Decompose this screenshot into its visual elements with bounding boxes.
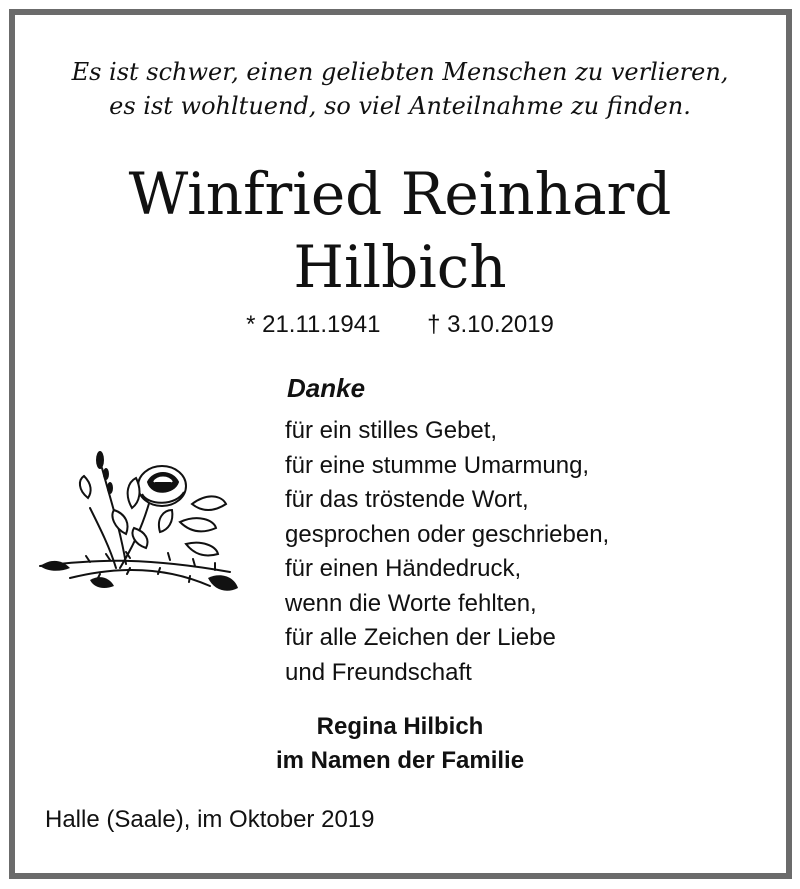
- deceased-name-line-2: Hilbich: [293, 233, 507, 301]
- poem-line: für ein stilles Gebet,: [285, 417, 498, 444]
- place-and-date: Halle (Saale), im Oktober 2019: [45, 806, 375, 833]
- poem-line: für einen Händedruck,: [285, 555, 522, 582]
- rose-icon: [30, 448, 252, 606]
- death-date: † 3.10.2019: [427, 311, 554, 338]
- motto-line-1: Es ist schwer, einen geliebten Menschen zu verlieren,: [71, 58, 729, 86]
- deceased-name-line-1: Winfried Reinhard: [128, 160, 672, 228]
- birth-date: * 21.11.1941: [246, 311, 381, 338]
- poem-line: gesprochen oder geschrieben,: [285, 520, 610, 548]
- signature-family: im Namen der Familie: [275, 747, 525, 774]
- thanks-title: Danke: [287, 373, 366, 403]
- poem-line: für alle Zeichen der Liebe: [285, 624, 556, 651]
- poem-line: für das tröstende Wort,: [285, 486, 529, 513]
- life-dates: [0, 311, 800, 339]
- poem-line: wenn die Worte fehlten,: [285, 589, 537, 617]
- poem-line: für eine stumme Umarmung,: [285, 451, 590, 479]
- signature-name: Regina Hilbich: [316, 713, 484, 740]
- thanks-poem: [285, 414, 609, 690]
- motto-line-2: es ist wohltuend, so viel Anteilnahme zu finden.: [109, 92, 691, 120]
- poem-line: und Freundschaft: [285, 658, 472, 686]
